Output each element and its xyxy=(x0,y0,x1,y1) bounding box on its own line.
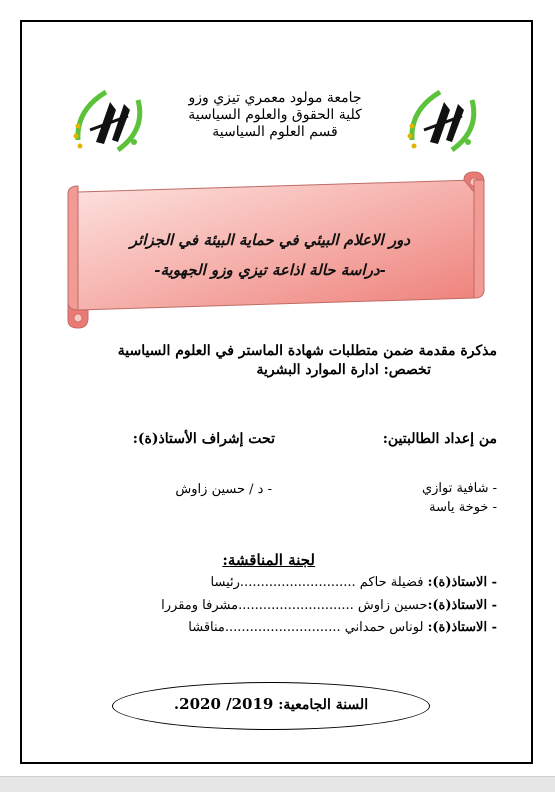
jury-title: لجنة المناقشة: xyxy=(222,551,315,569)
jury-member-row xyxy=(188,620,497,635)
university-logo-right-icon xyxy=(402,80,482,160)
jury-member-prefix: - الاستاذ(ة): xyxy=(427,575,497,590)
jury-member-row xyxy=(211,575,497,590)
jury-member-text: فضيلة حاكم ............................رئيسا xyxy=(210,575,428,590)
bottom-scrollbar-strip xyxy=(0,776,555,792)
academic-year-label: السنة الجامعية: xyxy=(278,697,369,713)
jury-member-text: حسين زاوش ............................مشرفا ومقررا xyxy=(161,598,428,613)
jury-member-text: لوناس حمداني ............................مناقشا xyxy=(188,620,428,635)
faculty-name: كلية الحقوق والعلوم السياسية xyxy=(188,107,362,123)
department-name: قسم العلوم السياسية xyxy=(212,124,338,140)
supervisor-name: - د / حسين زاوش xyxy=(175,482,272,497)
specialty-line: تخصص: ادارة الموارد البشرية xyxy=(256,362,431,378)
thesis-title xyxy=(100,225,440,285)
institution-header xyxy=(150,90,400,141)
university-name: جامعة مولود معمري تيزي وزو xyxy=(188,90,362,106)
thesis-title-line1: دور الاعلام البيئي في حماية البيئة في الجزائر xyxy=(129,231,411,249)
university-logo-left-icon xyxy=(68,80,148,160)
student-name: - شافية توازي xyxy=(421,481,497,496)
thesis-title-line2: -دراسة حالة اذاعة تيزي وزو الجهوية- xyxy=(154,261,386,279)
memo-statement: مذكرة مقدمة ضمن متطلبات شهادة الماستر في العلوم السياسية xyxy=(117,343,497,359)
jury-member-prefix: - الاستاذ(ة): xyxy=(427,598,497,613)
academic-year-value: 2019/ 2020. xyxy=(173,695,274,713)
supervisor-label: تحت إشراف الأستاذ(ة): xyxy=(132,431,275,447)
academic-year xyxy=(112,695,430,713)
student-name: - خوخة ياسة xyxy=(429,500,497,515)
jury-member-row xyxy=(161,598,497,613)
students-label: من إعداد الطالبتين: xyxy=(382,431,497,447)
jury-member-prefix: - الاستاذ(ة): xyxy=(427,620,497,635)
